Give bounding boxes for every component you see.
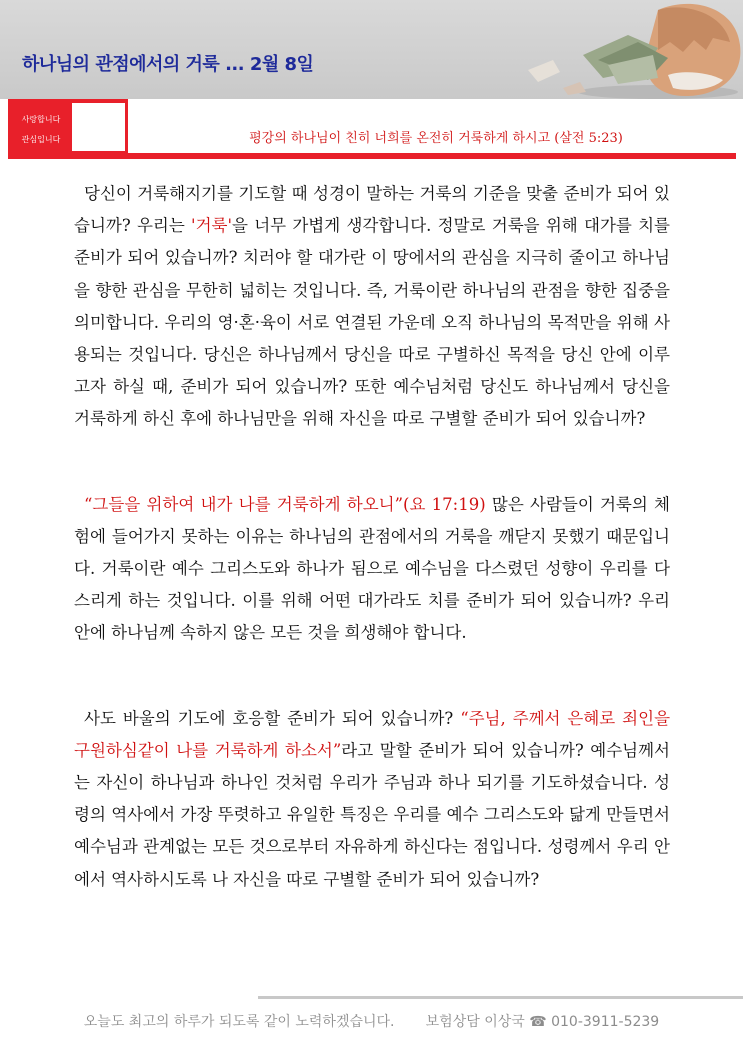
page-title: 하나님의 관점에서의 거룩 ... 2월 8일 xyxy=(22,54,314,75)
label-love: 사랑합니다 xyxy=(21,115,61,124)
label-stack xyxy=(13,110,69,150)
paragraph-2 xyxy=(74,489,670,650)
prayer-quote: “주님, 주께서 은혜로 죄인을 구원하심같이 나를 거룩하게 하소서” xyxy=(74,708,671,760)
footer-slogan: 오늘도 최고의 하루가 되도록 같이 노력하겠습니다. xyxy=(83,1014,395,1030)
subheader-band xyxy=(8,99,736,159)
paragraph-3 xyxy=(74,703,670,896)
photo-placeholder xyxy=(72,103,125,151)
red-rule xyxy=(128,153,736,159)
paragraph-3-text: 사도 바울의 기도에 호응할 준비가 되어 있습니까? xyxy=(84,708,461,728)
paragraph-3-rest: 라고 말할 준비가 되어 있습니까? 예수님께서는 자신이 하나님과 하나인 것처럼 우리가 주님과 하나 되기를 기도하셨습니다. 성령의 역사에서 가장 뚜렷하고 유일한 특징은 우리를 예수 그리스도와 닮게 만들면서 예수님과 관계없는 모든 것으로부터 자유하게 하신다는 점입니다. 성령께서 우리 안에서 역사하시도록 나 자신을 따로 구별할 준비가 되어 있습니까? xyxy=(74,740,670,889)
paragraph-1 xyxy=(74,178,670,436)
header-banner xyxy=(0,0,743,99)
paragraph-1-text: 당신이 거룩해지기를 기도할 때 성경이 말하는 거룩의 기준을 맞출 준비가 되어 있습니까? 우리는 xyxy=(74,184,670,236)
label-box xyxy=(8,99,128,159)
footer-divider xyxy=(258,996,743,999)
verse-reference: 평강의 하나님이 친히 너희를 온전히 거룩하게 하시고 (살전 5:23) xyxy=(249,131,623,146)
emphasis-holiness: '거룩' xyxy=(191,216,232,236)
cracked-egg-money-illustration xyxy=(508,0,743,99)
label-care: 관심입니다 xyxy=(21,135,61,144)
devotional-body xyxy=(74,178,670,896)
scripture-quote: “그들을 위하여 내가 나를 거룩하게 하오니”(요 17:19) xyxy=(84,494,486,514)
paragraph-2-rest: 많은 사람들이 거룩의 체험에 들어가지 못하는 이유는 하나님의 관점에서의 거룩을 깨닫지 못했기 때문입니다. 거룩이란 예수 그리스도와 하나가 됨으로 예수님을 다스렸던 성향이 우리를 다스리게 하는 것입니다. 이를 위해 어떤 대가라도 치를 준비가 되어 있습니까? 우리 안에 하나님께 속하지 않은 모든 것을 희생해야 합니다. xyxy=(74,494,670,643)
footer xyxy=(20,1011,723,1031)
footer-contact: 보험상담 이상국 ☎ 010-3911-5239 xyxy=(425,1014,660,1030)
paragraph-1-rest: 을 너무 가볍게 생각합니다. 정말로 거룩을 위해 대가를 치를 준비가 되어 있습니까? 치러야 할 대가란 이 땅에서의 관심을 지극히 줄이고 하나님을 향한 관심을 무한히 넓히는 것입니다. 즉, 거룩이란 하나님의 관점을 향한 집중을 의미합니다. 우리의 영·혼·육이 서로 연결된 가운데 오직 하나님의 목적만을 위해 사용되는 것입니다. 당신은 하나님께서 당신을 따로 구별하신 목적을 당신 안에 이루고자 하실 때, 준비가 되어 있습니까? 또한 예수님처럼 당신도 하나님께서 당신을 거룩하게 하신 후에 하나님만을 위해 자신을 따로 구별할 준비가 되어 있습니까? xyxy=(74,216,670,429)
